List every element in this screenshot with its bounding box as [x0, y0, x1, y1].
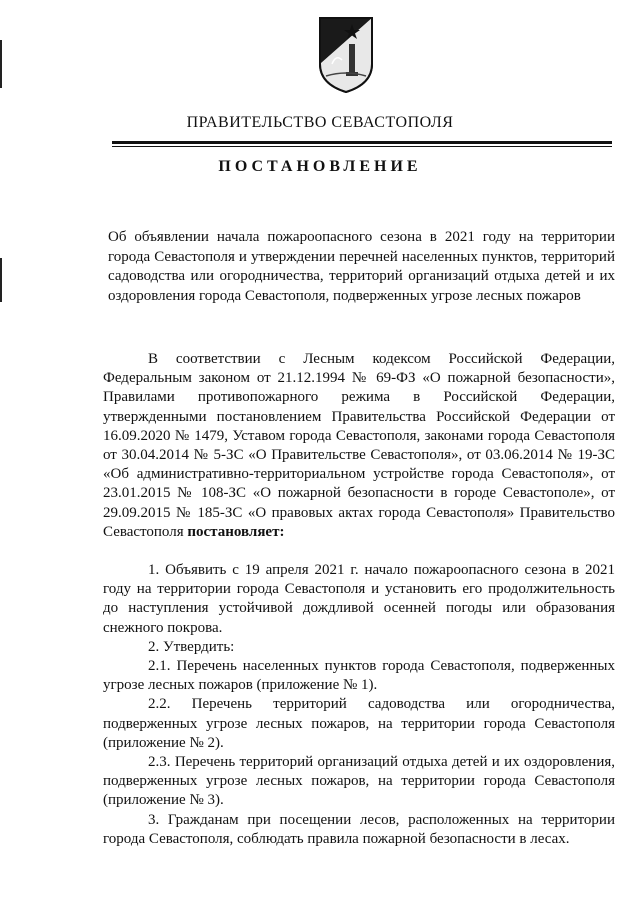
- document-type-title: ПОСТАНОВЛЕНИЕ: [218, 158, 422, 175]
- clause-3: 3. Гражданам при посещении лесов, расположенных на территории города Севастополя, соблюдать правила пожарной безопасности в лесах.: [103, 811, 615, 847]
- header-rule-thick: [112, 141, 612, 144]
- sevastopol-coat-of-arms-icon: [316, 14, 376, 94]
- document-body: [103, 350, 615, 849]
- preamble-text: В соответствии с Лесным кодексом Российской Федерации, Федеральным законом от 21.12.1994 № 69-ФЗ «О пожарной безопасности», Правилами противопожарного режима в Российской Федерации, утвержденными постановлением Правительства Российской Федерации от 16.09.2020 № 1479, Уставом города Севастополя, законами города Севастополя от 30.04.2014 № 5-ЗС «О Правительстве Севастополя», от 03.06.2014 № 19-ЗС «Об административно-территориальном устройстве города Севастополя», от 23.01.2015 № 108-ЗС «О пожарной безопасности в городе Севастополе», от 29.09.2015 № 185-ЗС «О правовых актах города Севастополя» Правительство Севастополя: [103, 351, 615, 540]
- resolves-word: постановляет:: [187, 523, 285, 540]
- clause-1: 1. Объявить с 19 апреля 2021 г. начало пожароопасного сезона в 2021 году на территории города Севастополя и установить его продолжительность до наступления устойчивой дождливой осенней погоды или образования снежного покрова.: [103, 562, 615, 636]
- clause-2-1: 2.1. Перечень населенных пунктов города Севастополя, подверженных угрозе лесных пожаров (приложение № 1).: [103, 658, 615, 694]
- clause-2-2: 2.2. Перечень территорий садоводства или огородничества, подверженных угрозе лесных пожаров, на территории города Севастополя (приложение № 2).: [103, 696, 615, 751]
- scan-edge-mark: [0, 258, 2, 302]
- scan-edge-mark: [0, 40, 2, 88]
- header-rule-thin: [112, 146, 612, 147]
- clause-2-3: 2.3. Перечень территорий организаций отдыха детей и их оздоровления, подверженных угрозе лесных пожаров, на территории города Севастополя (приложение № 3).: [103, 754, 615, 809]
- document-subject: Об объявлении начала пожароопасного сезона в 2021 году на территории города Севастополя и утверждении перечней населенных пунктов, территорий садоводства или огородничества, территорий организаций отдыха детей и их оздоровления города Севастополя, подверженных угрозе лесных пожаров: [108, 229, 615, 304]
- government-name: ПРАВИТЕЛЬСТВО СЕВАСТОПОЛЯ: [186, 114, 454, 131]
- preamble-paragraph: [103, 350, 615, 542]
- clause-2: 2. Утвердить:: [148, 638, 235, 655]
